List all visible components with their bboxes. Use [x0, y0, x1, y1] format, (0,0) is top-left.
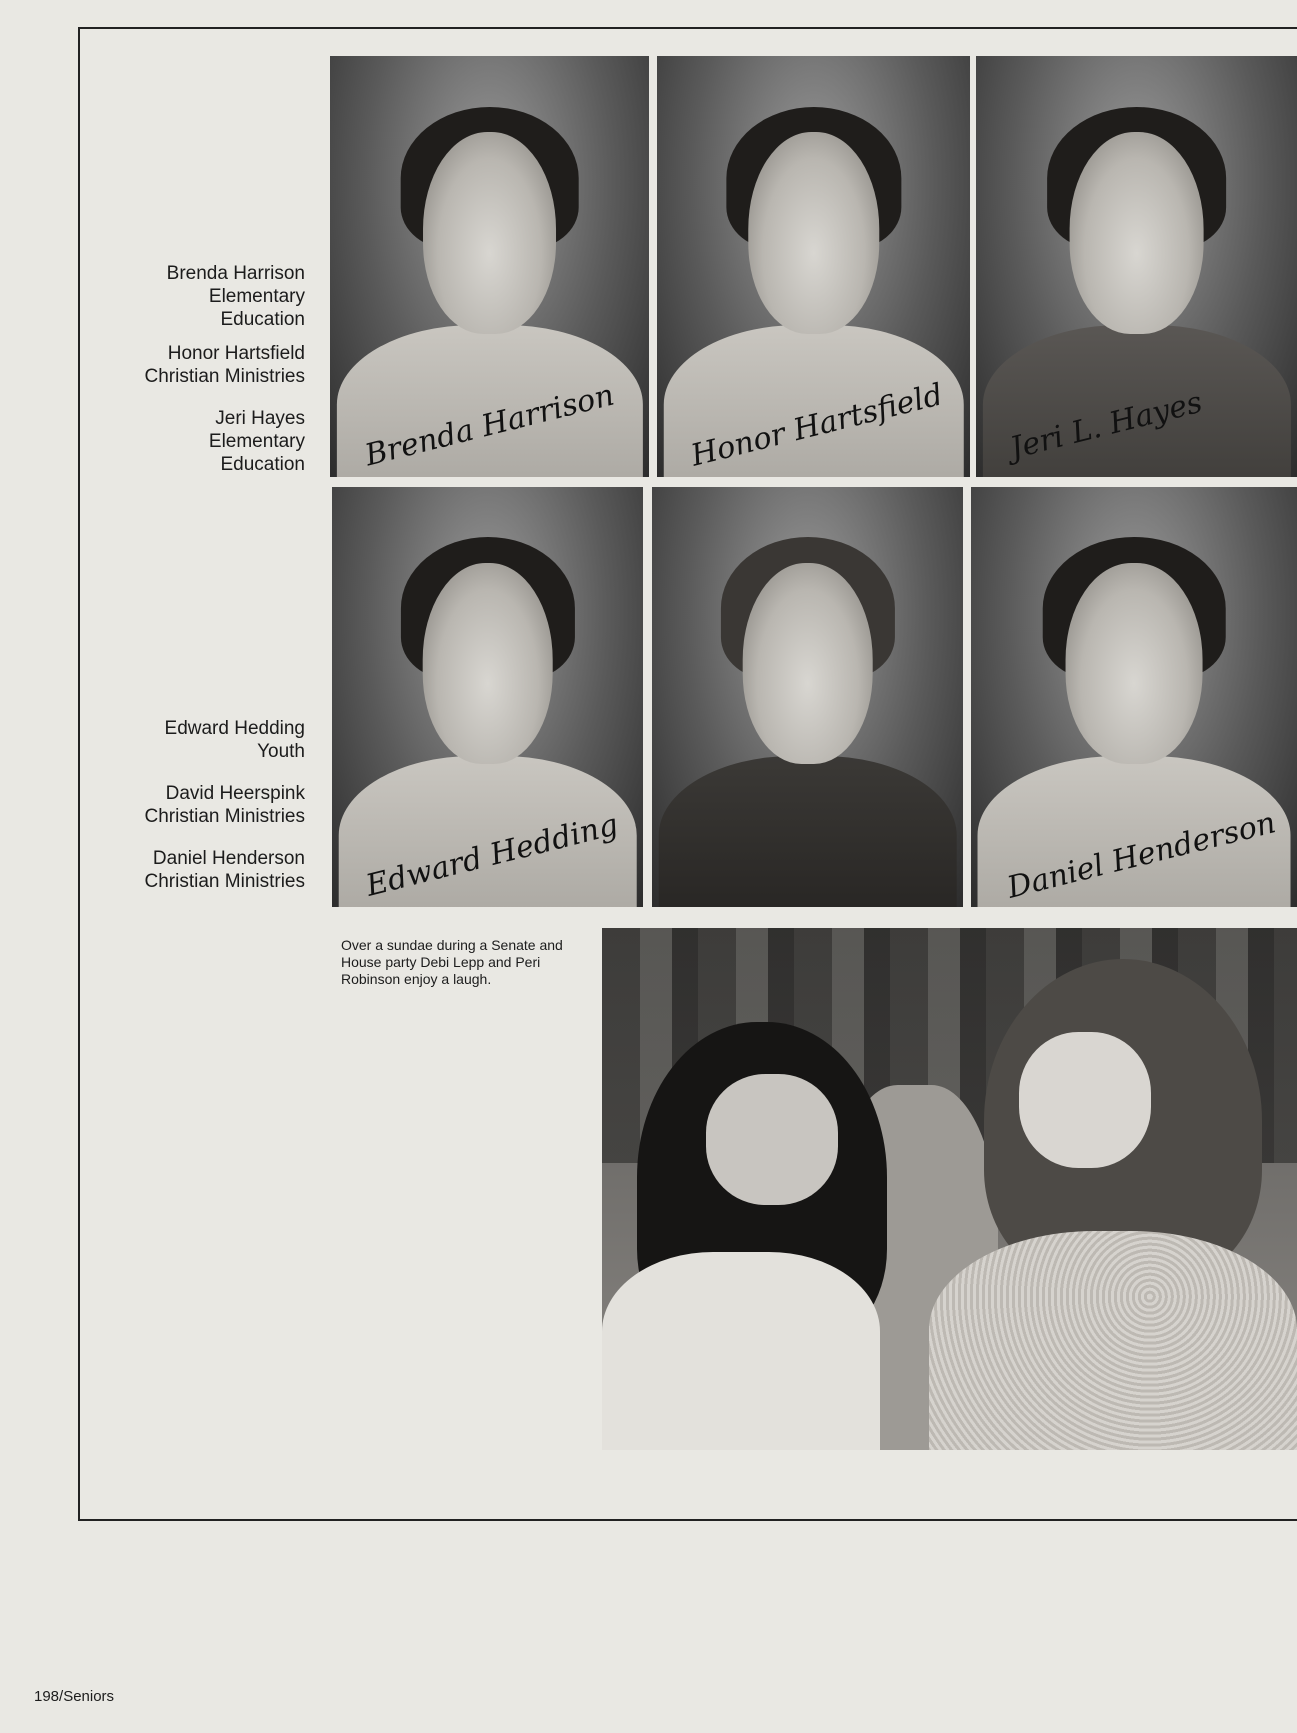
portrait-photo — [330, 56, 649, 477]
name-entry — [145, 262, 305, 331]
senior-major: Elementary — [208, 286, 305, 307]
name-entry — [145, 847, 305, 893]
senior-major: Christian Ministries — [144, 806, 305, 827]
senior-name: Edward Hedding — [164, 718, 305, 739]
portrait-photo — [332, 487, 643, 907]
name-entry — [145, 342, 305, 388]
senior-major: Elementary — [208, 431, 305, 452]
senior-name: Jeri Hayes — [215, 408, 305, 429]
candid-photo — [602, 928, 1297, 1450]
portrait-photo — [657, 56, 970, 477]
portrait-face — [1069, 132, 1204, 334]
senior-major: Education — [220, 454, 305, 475]
senior-name: Honor Hartsfield — [167, 343, 305, 364]
portrait-face — [748, 132, 879, 334]
left-woman-body — [602, 1252, 880, 1450]
portrait-face — [1066, 563, 1203, 765]
signature: Brenda Harrison — [361, 377, 618, 474]
names-top — [145, 262, 305, 476]
photo-caption: Over a sundae during a Senate and House party Debi Lepp and Peri Robinson enjoy a laugh. — [341, 937, 563, 987]
portrait-face — [742, 563, 873, 765]
portrait-body — [658, 756, 957, 907]
name-entry — [145, 782, 305, 828]
senior-major: Christian Ministries — [144, 366, 305, 387]
senior-major: Education — [220, 309, 305, 330]
signature: Daniel Henderson — [1003, 805, 1279, 907]
signature: Jeri L. Hayes — [1006, 385, 1206, 467]
senior-name: Daniel Henderson — [152, 848, 305, 869]
right-woman-body — [929, 1231, 1297, 1450]
portrait-face — [422, 563, 553, 765]
signature: Edward Hedding — [362, 807, 622, 905]
senior-major: Youth — [257, 741, 305, 762]
names-bottom — [145, 717, 305, 893]
senior-major: Christian Ministries — [144, 871, 305, 892]
portrait-photo — [976, 56, 1297, 477]
page-folio: 198/Seniors — [34, 1688, 115, 1705]
right-woman-face — [1019, 1032, 1151, 1168]
senior-name: Brenda Harrison — [166, 263, 305, 284]
left-woman-face — [706, 1074, 838, 1205]
senior-name: David Heerspink — [165, 783, 305, 804]
portrait-photo — [652, 487, 963, 907]
portrait-photo — [971, 487, 1297, 907]
signature: Honor Hartsfield — [687, 377, 947, 475]
portrait-face — [423, 132, 557, 334]
name-entry — [145, 717, 305, 763]
name-entry — [145, 407, 305, 476]
